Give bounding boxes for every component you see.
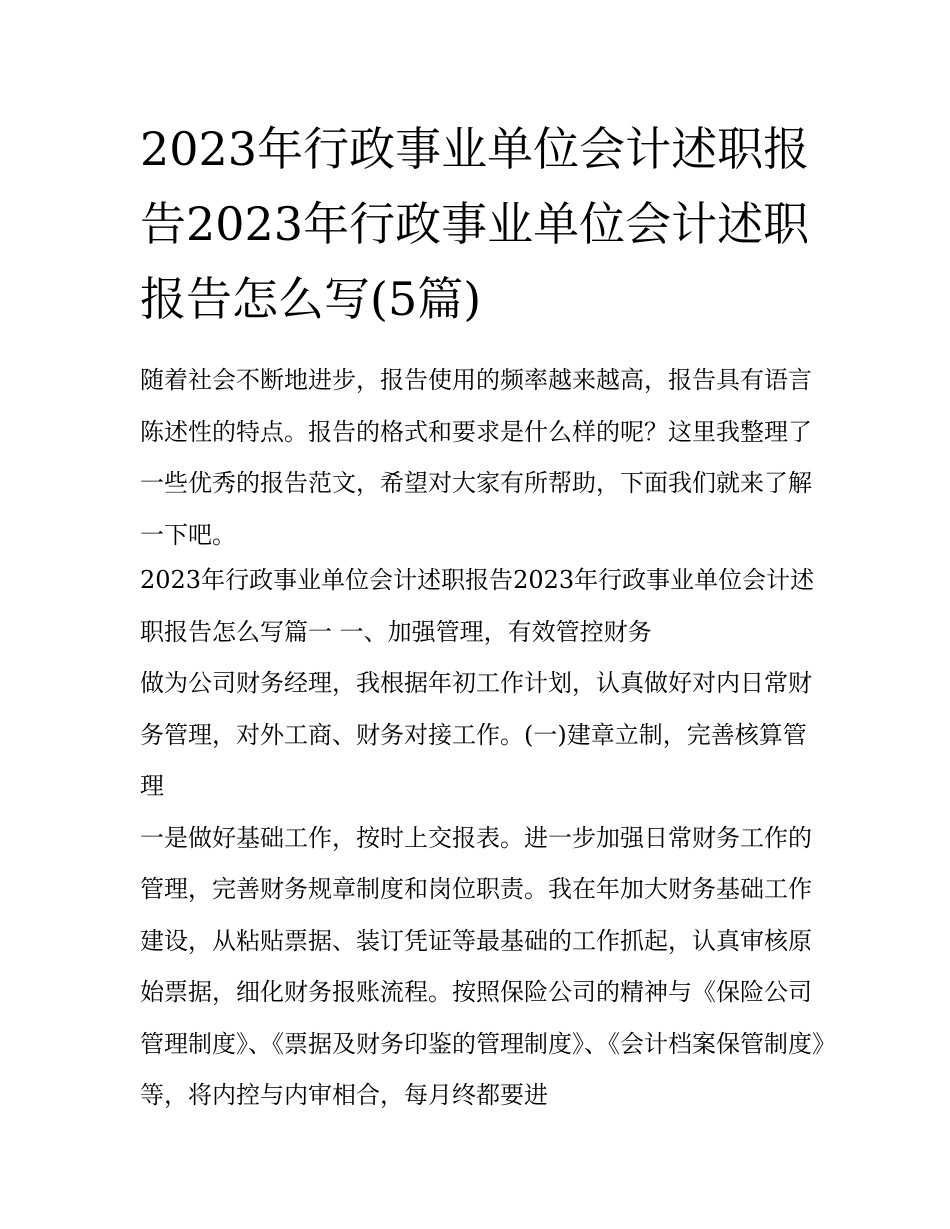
intro-block	[140, 355, 830, 561]
paragraph-section-heading: 2023年行政事业单位会计述职报告2023年行政事业单位会计述职报告怎么写篇一 一、加强管理，有效管控财务	[140, 566, 815, 646]
section-one-block	[140, 555, 830, 1122]
paragraph-intro: 随着社会不断地进步，报告使用的频率越来越高，报告具有语言陈述性的特点。报告的格式和要求是什么样的呢？这里我整理了一些优秀的报告范文，希望对大家有所帮助，下面我们就来了解一下吧。	[140, 366, 812, 549]
paragraph-basic-work: 一是做好基础工作，按时上交报表。进一步加强日常财务工作的管理，完善财务规章制度和岗位职责。我在年加大财务基础工作建设，从粘贴票据、装订凭证等最基础的工作抓起，认真审核原始票据，细化财务报账流程。按照保险公司的精神与《保险公司管理制度》、《票据及财务印鉴的管理制度》、《会计档案保管制度》等，将内控与内审相合，每月终都要进	[140, 823, 824, 1109]
paragraph-role: 做为公司财务经理，我根据年初工作计划，认真做好对内日常财务管理，对外工商、财务对接工作。(一)建章立制，完善核算管理	[140, 669, 812, 800]
document-title: 2023年行政事业单位会计述职报告2023年行政事业单位会计述职报告怎么写(5篇)	[140, 122, 810, 326]
